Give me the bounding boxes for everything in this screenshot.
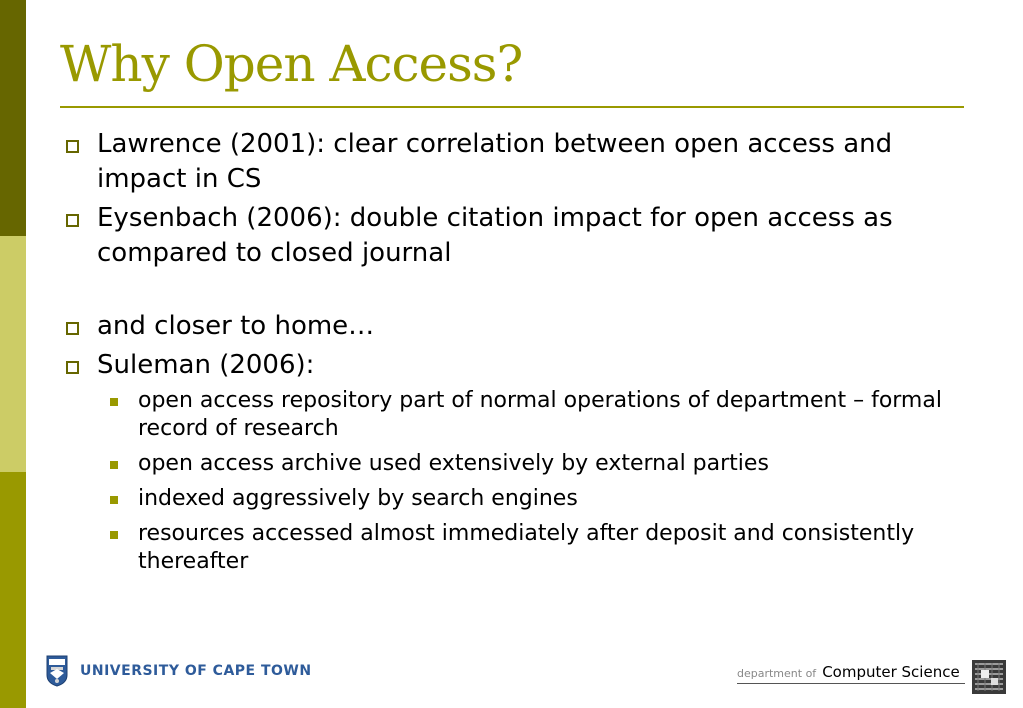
side-stripe-bottom	[0, 472, 26, 708]
bullet-item	[62, 201, 942, 271]
sub-bullet-item	[105, 485, 942, 513]
bullet-gap	[62, 275, 942, 309]
sub-bullet-list	[105, 387, 942, 576]
slide-title: Why Open Access?	[60, 35, 523, 93]
bullet-text: Lawrence (2001): clear correlation between open access and impact in CS	[97, 129, 893, 194]
department-logo-icon	[972, 660, 1006, 694]
filled-square-bullet-icon	[110, 496, 118, 504]
sub-bullet-item	[105, 387, 942, 443]
university-crest-icon	[46, 655, 68, 687]
title-underline	[60, 106, 964, 108]
sub-bullet-text: open access repository part of normal operations of department – formal record of research	[138, 388, 942, 441]
sub-bullet-text: open access archive used extensively by external parties	[138, 451, 769, 476]
slide-content	[62, 127, 942, 583]
filled-square-bullet-icon	[110, 398, 118, 406]
bullet-item	[62, 309, 942, 344]
sub-bullet-item	[105, 450, 942, 478]
bullet-text: Suleman (2006):	[97, 350, 315, 380]
hollow-square-bullet-icon	[66, 361, 79, 374]
hollow-square-bullet-icon	[66, 140, 79, 153]
filled-square-bullet-icon	[110, 531, 118, 539]
department-label	[737, 663, 965, 684]
department-prefix: department of	[737, 667, 817, 680]
hollow-square-bullet-icon	[66, 214, 79, 227]
university-name: UNIVERSITY OF CAPE TOWN	[80, 663, 312, 679]
bullet-item	[62, 127, 942, 197]
filled-square-bullet-icon	[110, 461, 118, 469]
side-stripe-middle	[0, 236, 26, 472]
bullet-item	[62, 348, 942, 383]
uct-logo	[46, 655, 312, 687]
sub-bullet-item	[105, 520, 942, 576]
department-name: Computer Science	[822, 663, 960, 681]
sub-bullet-text: indexed aggressively by search engines	[138, 486, 578, 511]
side-stripe-top	[0, 0, 26, 236]
sub-bullet-text: resources accessed almost immediately after deposit and consistently thereafter	[138, 521, 915, 574]
bullet-text: and closer to home…	[97, 311, 375, 341]
hollow-square-bullet-icon	[66, 322, 79, 335]
bullet-text: Eysenbach (2006): double citation impact for open access as compared to closed journal	[97, 203, 893, 268]
